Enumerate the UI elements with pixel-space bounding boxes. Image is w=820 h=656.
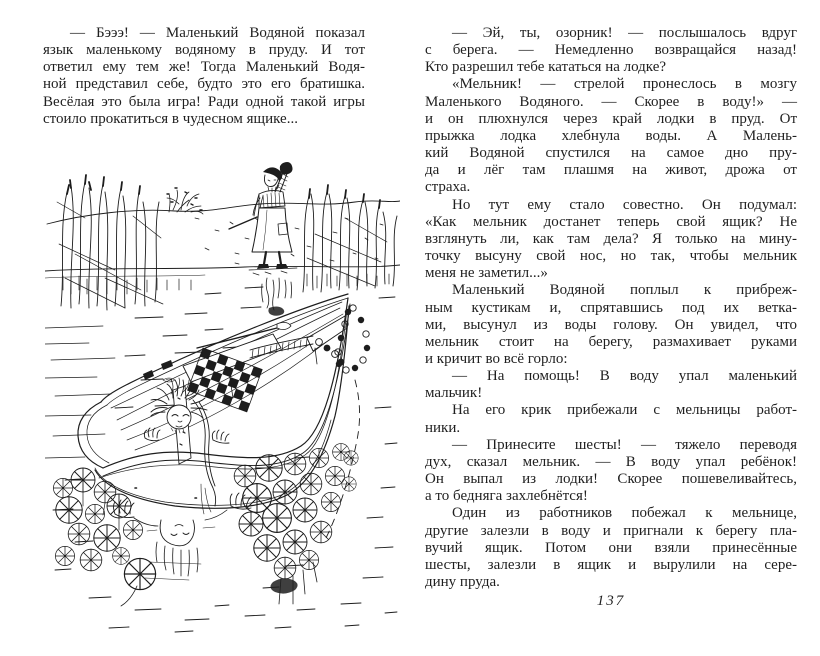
text-line: ми, высунул из воды голову. Он увидел, что (425, 316, 797, 333)
text-line: Кто разрешил тебе кататься на лодке? (425, 59, 667, 76)
paragraph (425, 197, 797, 283)
text-line: — На помощь! В воду упал маленький (452, 368, 797, 385)
text-line: Маленького Водяного. — Скорее в воду!» — (425, 93, 797, 110)
left-text-column (43, 25, 365, 128)
illustration-pond-boat-scene (45, 158, 400, 640)
text-line: — Бэээ! — Маленький Водяной показал (70, 25, 365, 41)
text-line: «Мельник! — стрелой пронеслось в мозгу (452, 76, 797, 93)
paragraph (425, 437, 797, 506)
text-line: ники. (425, 419, 461, 436)
text-line: дух, сказал мельник. — В воду упал ребёнок! (425, 453, 797, 470)
text-line: Весёлая это была игра! Ради одной такой игры (43, 93, 365, 110)
text-line: дину пруда. (425, 574, 500, 590)
page-number: 137 (596, 593, 626, 609)
paragraph (425, 282, 797, 368)
text-line: и кричит во всё горло: (425, 350, 568, 367)
text-line: меня не заметил...» (425, 265, 548, 282)
text-line: кий Водяной спустился на самое дно пру- (425, 145, 797, 162)
text-line: взглянуть ли, как там дела? Я только на мину- (425, 230, 797, 247)
text-line: мельник стоит на берегу, размахивает руками (425, 333, 797, 350)
text-line: «Как мельник достанет теперь свой ящик? Не (425, 213, 797, 230)
right-text-column (425, 25, 797, 591)
text-line: Он выпал из лодки! Скорее пошевеливайтесь, (425, 471, 797, 488)
paragraph (425, 505, 797, 591)
text-line: Но тут ему стало совестно. Он подумал: (452, 196, 797, 213)
paragraph (425, 402, 797, 436)
text-line: ответил ему тем же! Тогда Маленький Водя- (43, 59, 365, 76)
text-line: Маленький Водяной поплыл к прибреж- (452, 282, 797, 299)
text-line: страха. (425, 179, 471, 196)
paragraph (43, 25, 365, 128)
text-line: шесты, залезли в ящик и вырулили на сере- (425, 556, 797, 573)
text-line: ной представил себе, будто это его братишка. (43, 76, 365, 93)
text-line: стоило прокатиться в чудесном ящике... (43, 110, 298, 127)
paragraph (425, 368, 797, 402)
text-line: а то бедняга захлебнётся! (425, 488, 588, 505)
text-line: и он плюхнулся через край лодки в пруд. От (425, 110, 797, 127)
text-line: язык маленькому водяному в пруду. И тот (43, 42, 365, 59)
text-line: мальчик! (425, 385, 483, 402)
text-line: ным кустикам и, спрятавшись под их ветка- (425, 299, 797, 316)
text-line: Один из работников побежал к мельнице, (452, 505, 797, 522)
paragraph (425, 76, 797, 196)
text-line: прыжка лодка хлебнула воды. А Малень- (425, 127, 797, 144)
pond-scene-drawing (45, 158, 400, 640)
text-line: вучий ящик. Потом они взяли принесённые (425, 539, 797, 556)
text-line: с берега. — Немедленно возвращайся назад! (425, 42, 797, 59)
text-line: — Эй, ты, озорник! — послышалось вдруг (452, 25, 797, 41)
text-line: да и лёг там плашмя на живот, дрожа от (425, 162, 797, 179)
text-line: другие залезли в воду и пригнали к берегу пла- (425, 522, 797, 539)
text-line: На его крик прибежали с мельницы работ- (452, 402, 797, 419)
paragraph (425, 25, 797, 76)
text-line: — Принесите шесты! — тяжело переводя (452, 436, 797, 453)
text-line: точку высуну свой нос, но так, чтобы мельник (425, 248, 797, 265)
